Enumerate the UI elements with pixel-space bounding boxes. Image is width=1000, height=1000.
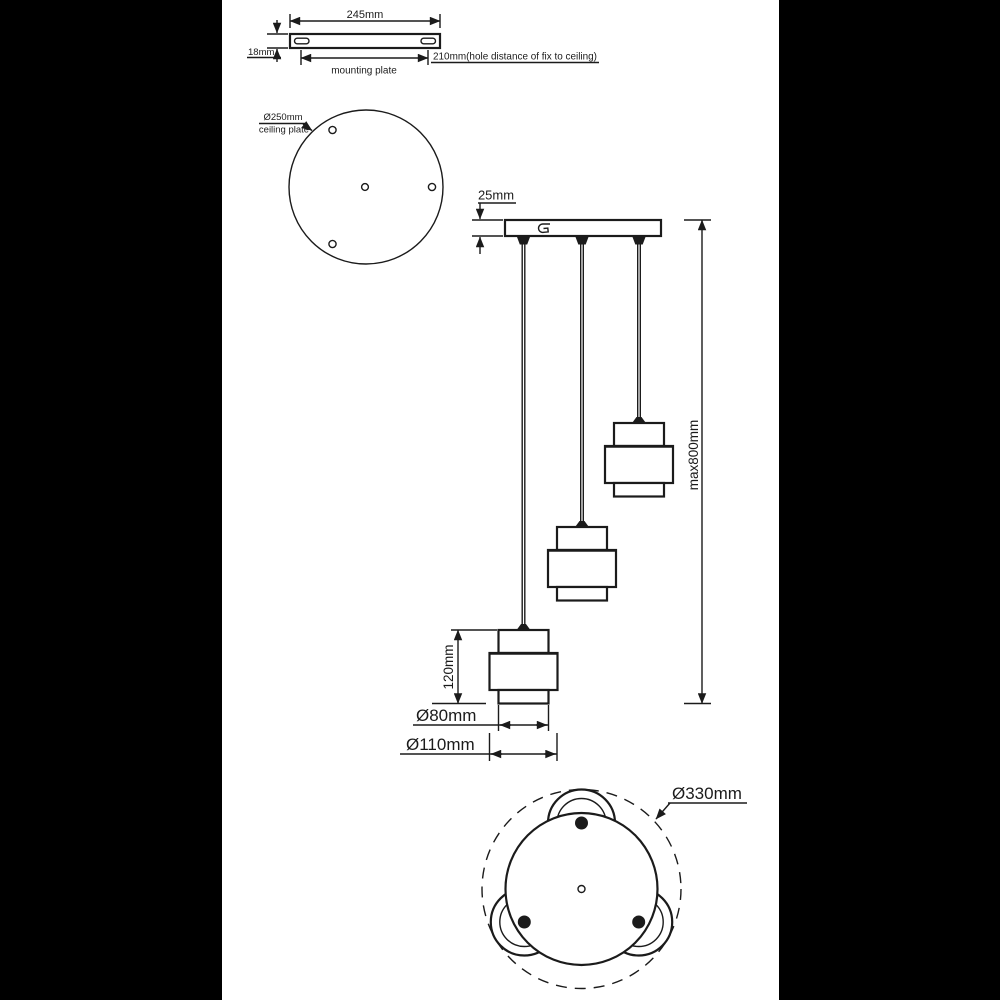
mounting-plate-side-view — [247, 9, 599, 77]
dim-label-ceiling-plate-diameter: Ø250mm — [263, 112, 303, 123]
center-hole — [362, 184, 369, 191]
ceiling-plate-caption: ceiling plate — [258, 124, 310, 136]
mounting-plate-caption: mounting plate — [331, 65, 397, 77]
suspension-cord-long — [522, 244, 525, 625]
shade-body — [490, 653, 558, 690]
leader-arrow — [656, 803, 670, 819]
dim-label-body-diameter: Ø110mm — [406, 735, 475, 754]
shade-top-tier — [614, 423, 664, 446]
ext-line — [267, 34, 288, 48]
shade-top-tier — [499, 630, 549, 653]
screw-hole — [329, 240, 336, 247]
canopy — [505, 220, 661, 236]
ext-line — [490, 733, 558, 761]
dim-label-overall-diameter: Ø330mm — [672, 784, 742, 803]
shade-top-tier — [557, 527, 607, 550]
screw-hole — [428, 183, 435, 190]
lamp-shade-middle — [548, 521, 616, 601]
ceiling-plate-outline — [289, 110, 443, 264]
shade-bottom-tier — [614, 483, 664, 497]
mounting-plate-body — [290, 34, 440, 48]
cord-exit-dot — [575, 817, 588, 830]
pendant-front-view — [400, 188, 711, 762]
shade-bottom-tier — [557, 587, 607, 601]
fixture-bottom-view — [482, 784, 747, 989]
cord-grip — [517, 237, 530, 245]
dim-label-neck-diameter: Ø80mm — [416, 706, 477, 725]
dim-label-max-drop: max800mm — [686, 419, 701, 491]
dim-label-hole-distance: 210mm(hole distance of fix to ceiling) — [433, 50, 597, 63]
dim-label-canopy-height: 25mm — [477, 187, 515, 203]
canopy-outline — [506, 813, 658, 965]
ceiling-plate-top-view — [259, 110, 443, 264]
cord-exit-dot — [632, 916, 645, 929]
dim-label-plate-thickness: 18mm — [248, 47, 275, 58]
lamp-shade-low — [490, 624, 558, 704]
lamp-shade-high — [605, 417, 673, 497]
shade-body — [548, 550, 616, 587]
suspension-cord-short — [638, 244, 641, 418]
suspension-cord-middle — [581, 244, 584, 522]
screw-hole — [329, 126, 336, 133]
cord-exit-dot — [518, 916, 531, 929]
ext-line — [472, 220, 503, 236]
shade-bottom-tier — [499, 690, 549, 704]
ext-line — [499, 705, 549, 731]
cord-grip — [633, 237, 646, 245]
cord-grip — [576, 237, 589, 245]
shade-body — [605, 446, 673, 483]
dim-label-shade-height: 120mm — [441, 644, 456, 690]
dim-label-plate-width: 245mm — [346, 9, 384, 21]
